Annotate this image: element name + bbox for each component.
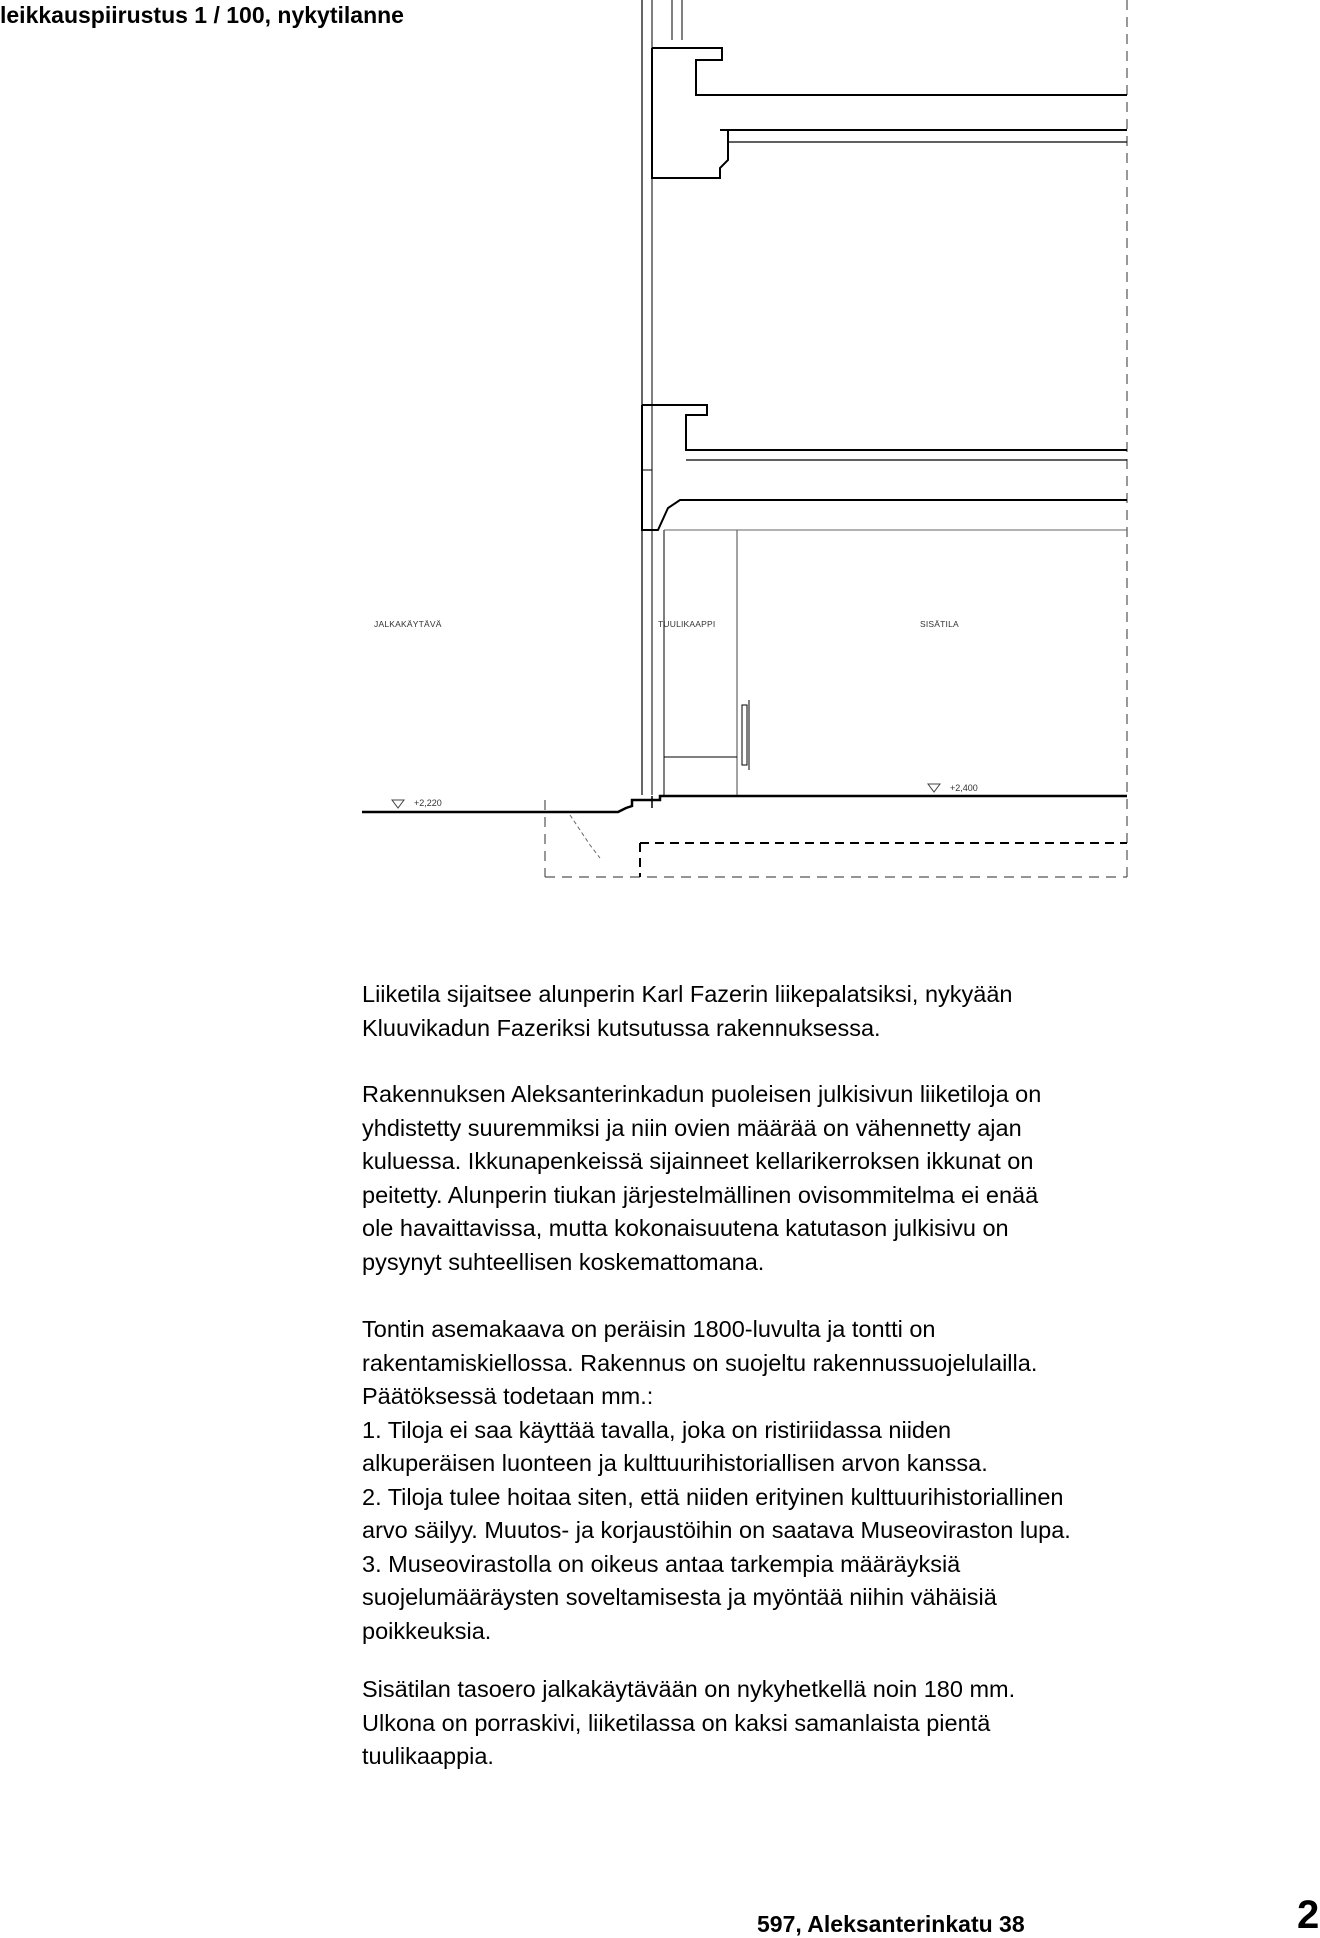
street-level-marker bbox=[392, 800, 404, 808]
text-line: 3. Museovirastolla on oikeus antaa tarkempia määräyksiä bbox=[362, 1550, 961, 1577]
footer-address: 597, Aleksanterinkatu 38 bbox=[757, 1911, 1025, 1937]
text-line: Rakennuksen Aleksanterinkadun puoleisen julkisivun liiketiloja on bbox=[362, 1081, 1042, 1107]
text-line: Ulkona on porraskivi, liiketilassa on kaksi samanlaista pientä bbox=[362, 1709, 991, 1736]
text-line: Liiketila sijaitsee alunperin Karl Fazerin liikepalatsiksi, nykyään bbox=[362, 981, 1013, 1007]
text-line: yhdistetty suuremmiksi ja niin ovien määrää on vähennetty ajan bbox=[362, 1114, 1022, 1141]
paragraph-3 bbox=[362, 1313, 1302, 1648]
street-level-value: +2,220 bbox=[414, 798, 442, 808]
upper-beam-profile bbox=[652, 48, 1127, 95]
paragraph-1 bbox=[362, 978, 1302, 1045]
text-line: 2. Tiloja tulee hoitaa siten, että niiden erityinen kulttuurihistoriallinen bbox=[362, 1483, 1064, 1510]
label-interior: SISÄTILA bbox=[920, 619, 959, 629]
page-title: leikkauspiirustus 1 / 100, nykytilanne bbox=[0, 2, 404, 28]
text-line: rakentamiskiellossa. Rakennus on suojeltu rakennussuojelulailla. bbox=[362, 1349, 1038, 1376]
floor-level-value: +2,400 bbox=[950, 783, 978, 793]
text-line: kuluessa. Ikkunapenkeissä sijainneet kellarikerroksen ikkunat on bbox=[362, 1148, 1034, 1174]
text-line: Päätöksessä todetaan mm.: bbox=[362, 1383, 654, 1409]
label-sidewalk: JALKAKÄYTÄVÄ bbox=[374, 619, 442, 629]
text-line: arvo säilyy. Muutos- ja korjaustöihin on saatava Museoviraston lupa. bbox=[362, 1517, 1071, 1543]
label-vestibule: TUULIKAAPPI bbox=[658, 619, 716, 629]
lower-beam-profile bbox=[642, 405, 1127, 450]
paragraph-4 bbox=[362, 1673, 1302, 1774]
page-number: 2 bbox=[1297, 1893, 1320, 1937]
text-line: poikkeuksia. bbox=[362, 1617, 492, 1644]
text-line: peitetty. Alunperin tiukan järjestelmällinen ovisommitelma ei enää bbox=[362, 1181, 1039, 1208]
text-line: 1. Tiloja ei saa käyttää tavalla, joka on ristiriidassa niiden bbox=[362, 1416, 952, 1443]
street-ground-line bbox=[362, 796, 1127, 812]
text-line: suojelumääräysten soveltamisesta ja myöntää niihin vähäisiä bbox=[362, 1584, 997, 1610]
text-line: tuulikaappia. bbox=[362, 1743, 494, 1769]
section-drawing bbox=[0, 0, 1320, 900]
floor-level-marker bbox=[928, 784, 940, 792]
text-line: pysynyt suhteellisen koskemattomana. bbox=[362, 1248, 765, 1275]
paragraph-2 bbox=[362, 1078, 1302, 1279]
text-line: ole havaittavissa, mutta kokonaisuutena katutason julkisivu on bbox=[362, 1215, 1009, 1241]
text-line: Kluuvikadun Fazeriksi kutsutussa rakennuksessa. bbox=[362, 1014, 881, 1041]
text-line: Sisätilan tasoero jalkakäytävään on nykyhetkellä noin 180 mm. bbox=[362, 1676, 1016, 1702]
text-line: alkuperäisen luonteen ja kulttuurihistoriallisen arvon kanssa. bbox=[362, 1450, 988, 1476]
text-line: Tontin asemakaava on peräisin 1800-luvulta ja tontti on bbox=[362, 1316, 936, 1342]
